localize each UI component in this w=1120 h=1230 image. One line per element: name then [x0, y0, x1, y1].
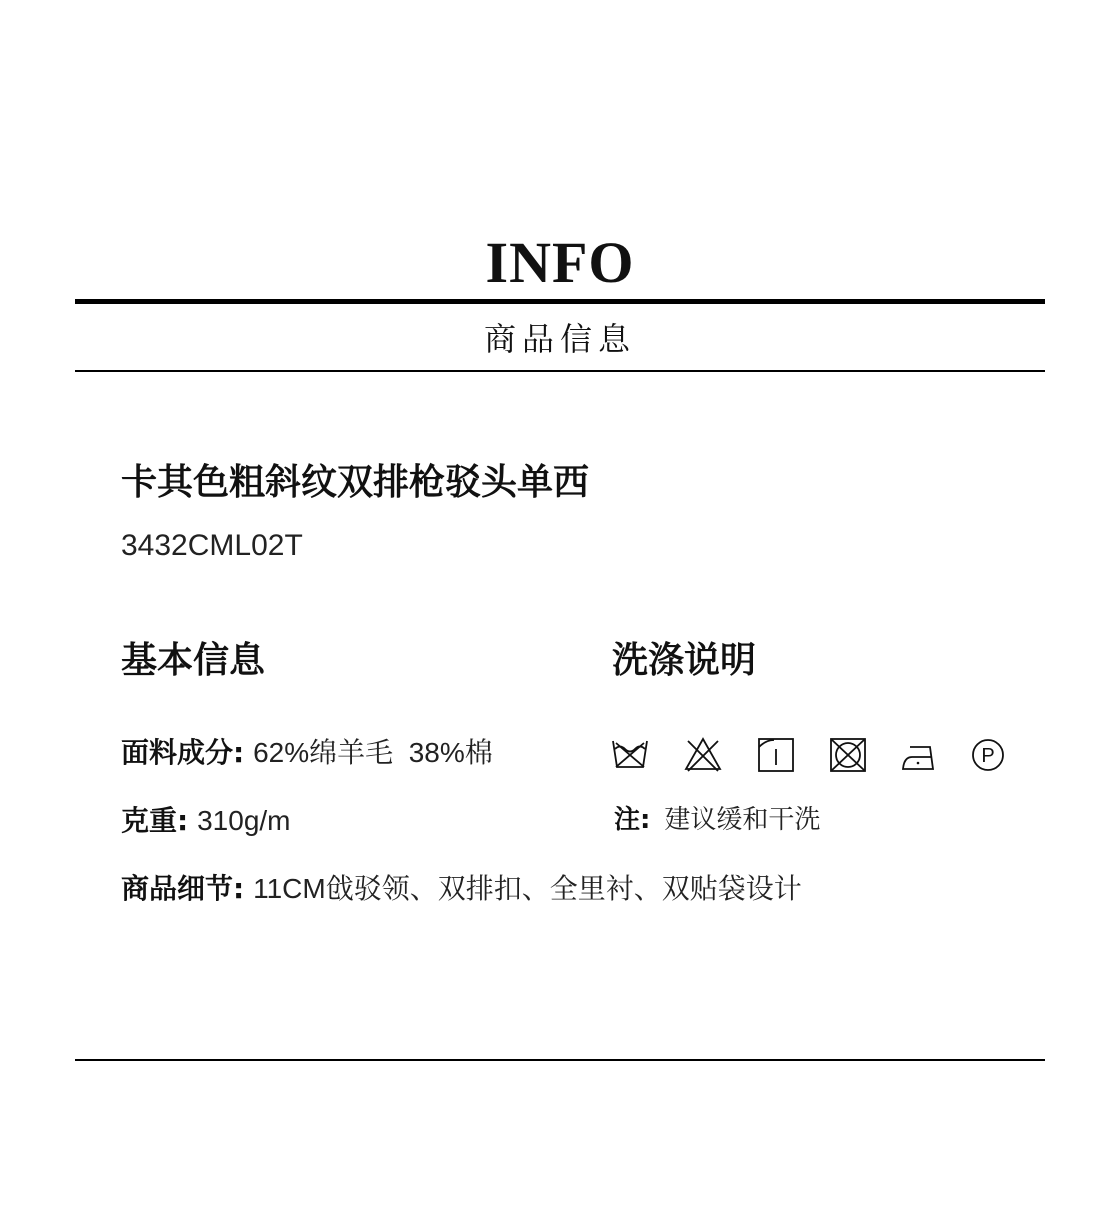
- header-divider-thin: [75, 370, 1045, 372]
- svg-text:P: P: [981, 745, 995, 767]
- care-note-label: 注:: [614, 805, 651, 835]
- care-note-value: 建议缓和干洗: [664, 805, 821, 835]
- do-not-wash-icon: [610, 735, 650, 775]
- professional-dry-clean-p-icon: [968, 735, 1008, 775]
- details-label: 商品细节:: [121, 872, 245, 905]
- product-code: 3432CML02T: [121, 529, 303, 562]
- care-instructions-heading: 洗涤说明: [612, 640, 757, 681]
- care-note: [614, 801, 820, 839]
- do-not-tumble-dry-icon: [828, 735, 868, 775]
- weight-value: 310g/m: [197, 805, 291, 836]
- fabric-value: 62%绵羊毛 38%棉: [253, 737, 493, 768]
- page-subtitle: 商品信息: [483, 320, 636, 358]
- line-dry-icon: [756, 735, 796, 775]
- weight-label: 克重:: [121, 804, 189, 837]
- fabric-label: 面料成分:: [121, 736, 245, 769]
- iron-low-heat-icon: [900, 735, 940, 775]
- footer-divider: [75, 1059, 1045, 1061]
- product-name: 卡其色粗斜纹双排枪驳头单西: [121, 462, 590, 503]
- do-not-bleach-icon: [683, 735, 723, 775]
- weight-row: [121, 801, 291, 841]
- details-row: [121, 869, 802, 909]
- details-value: 11CM戗驳领、双排扣、全里衬、双贴袋设计: [253, 873, 802, 904]
- page-title: INFO: [485, 230, 635, 295]
- header-divider-thick: [75, 299, 1045, 304]
- fabric-row: [121, 733, 493, 773]
- basic-info-heading: 基本信息: [121, 640, 266, 681]
